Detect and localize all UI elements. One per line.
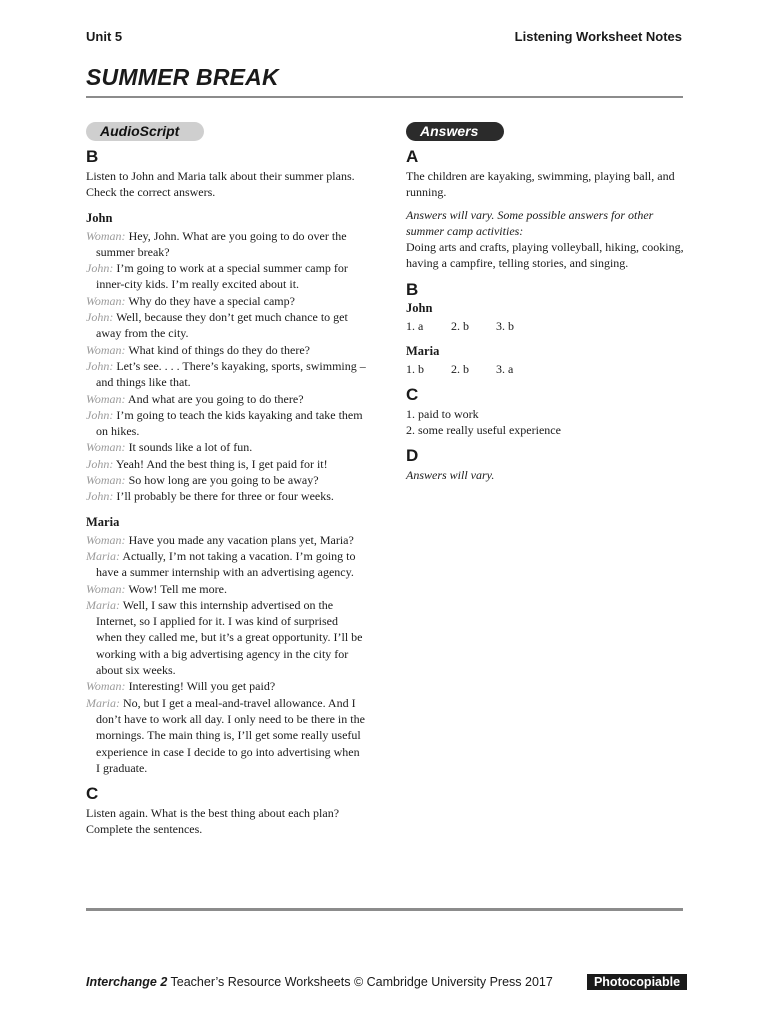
dialogue-text: So how long are you going to be away?: [125, 473, 319, 488]
dialogue-line: [86, 488, 366, 504]
answer-b-letter: B: [406, 279, 419, 299]
answer-a-letter: A: [406, 147, 419, 166]
dialogue-line: [86, 407, 366, 440]
dialogue-line: [86, 695, 366, 776]
footer-text: Teacher’s Resource Worksheets © Cambridge University Press 2017: [167, 975, 553, 989]
dialogue-line: [86, 293, 366, 309]
section-b-instructions: Listen to John and Maria talk about their summer plans. Check the correct answers.: [86, 169, 355, 200]
answer-a-text: The children are kayaking, swimming, playing ball, and running.: [406, 169, 675, 200]
dialogue-text: Well, I saw this internship advertised on the Internet, so I applied for it. I was kind of surprised when they called me, but it’s a great opportunity. I’ll be working with a big advertising agency in the city for about six weeks.: [96, 597, 363, 678]
dialogue-text: Have you made any vacation plans yet, Maria?: [125, 532, 354, 547]
answer-b-maria-3: 3. a: [496, 361, 514, 376]
footer-credit: [86, 975, 553, 989]
answer-c-letter: C: [406, 384, 419, 404]
dialogue-text: What kind of things do they do there?: [125, 342, 310, 357]
dialogue-line: [86, 439, 366, 455]
answer-b-maria-row: [406, 361, 686, 377]
dialogue-text: Well, because they don’t get much chance to get away from the city.: [96, 310, 348, 341]
footer-brand: Interchange 2: [86, 975, 168, 989]
dialogue-text: I’m going to work at a special summer camp for inner-city kids. I’m really excited about it.: [96, 261, 348, 292]
answer-b-maria-1: 1. b: [406, 361, 424, 376]
speaker-label: Woman:: [86, 532, 126, 547]
dialogue-text: It sounds like a lot of fun.: [125, 440, 253, 455]
speaker-label: Woman:: [86, 473, 126, 488]
section-c-instructions: Listen again. What is the best thing about each plan? Complete the sentences.: [86, 806, 340, 837]
dialogue-text: Wow! Tell me more.: [125, 581, 227, 596]
answer-b-maria-heading: Maria: [406, 343, 440, 358]
bottom-rule: [86, 908, 683, 911]
dialogue-line: [86, 678, 366, 694]
speaker-label: Woman:: [86, 228, 126, 243]
section-c-letter: C: [86, 784, 99, 804]
speaker-label: John:: [86, 407, 114, 422]
dialogue-text: And what are you going to do there?: [125, 391, 304, 406]
speaker-label: Maria:: [86, 548, 120, 563]
dialogue-line: [86, 260, 366, 293]
dialogue-text: Hey, John. What are you going to do over the summer break?: [96, 228, 347, 259]
dialogue-text: Let’s see. . . . There’s kayaking, sports, swimming – and things like that.: [96, 358, 366, 390]
answer-c-item-1: 1. paid to work: [406, 406, 479, 421]
section-b-letter: B: [86, 147, 99, 166]
answer-c-item-2: 2. some really useful experience: [406, 423, 561, 438]
top-rule: [86, 96, 683, 98]
speaker-label: Woman:: [86, 581, 126, 596]
speaker-label: Woman:: [86, 391, 126, 406]
speaker-label: John:: [86, 261, 114, 276]
speaker-label: Woman:: [86, 293, 126, 308]
audioscript-column: [86, 122, 366, 838]
photocopiable-badge: Photocopiable: [587, 974, 687, 990]
dialogue-text: I’ll probably be there for three or four weeks.: [113, 489, 334, 504]
dialogue-text: No, but I get a meal-and-travel allowance. And I don’t have to work all day. I only need to be there in the mornings. The main thing is, I’ll get some really useful experience in case I decide to go into advertising when I graduate.: [96, 695, 365, 775]
dialogue-text: Actually, I’m not taking a vacation. I’m going to have a summer internship with an advertising agency.: [96, 548, 356, 580]
answer-b-maria-2: 2. b: [451, 361, 469, 376]
answer-a-note: Answers will vary. Some possible answers for other summer camp activities:: [406, 207, 654, 238]
dialogue-text: Why do they have a special camp?: [125, 293, 295, 308]
answer-b-john-1: 1. a: [406, 318, 424, 333]
speaker-label: John:: [86, 489, 114, 504]
dialogue-text: Yeah! And the best thing is, I get paid for it!: [113, 456, 328, 471]
answers-pill: Answers: [406, 122, 504, 141]
speaker-label: John:: [86, 358, 114, 373]
dialogue-line: [86, 456, 366, 472]
speaker-label: Maria:: [86, 695, 120, 710]
answer-b-john-heading: John: [406, 300, 433, 315]
maria-dialogue: [86, 532, 366, 776]
dialogue-line: [86, 309, 366, 342]
dialogue-line: [86, 532, 366, 548]
dialogue-line: [86, 358, 366, 391]
dialogue-line: [86, 342, 366, 358]
answers-column: [406, 122, 686, 484]
speaker-label: John:: [86, 456, 114, 471]
speaker-label: John:: [86, 310, 114, 325]
dialogue-line: [86, 228, 366, 261]
unit-label: Unit 5: [86, 29, 123, 44]
speaker-label: Woman:: [86, 679, 126, 694]
answer-b-john-3: 3. b: [496, 318, 514, 333]
john-dialogue: [86, 228, 366, 505]
maria-heading: Maria: [86, 514, 120, 529]
dialogue-line: [86, 597, 366, 678]
dialogue-line: [86, 391, 366, 407]
speaker-label: Woman:: [86, 342, 126, 357]
page-title: SUMMER BREAK: [86, 64, 279, 90]
answer-d-letter: D: [406, 446, 419, 466]
dialogue-line: [86, 472, 366, 488]
speaker-label: Maria:: [86, 597, 120, 612]
answer-d-text: Answers will vary.: [406, 468, 495, 483]
john-heading: John: [86, 210, 113, 225]
speaker-label: Woman:: [86, 440, 126, 455]
dialogue-text: Interesting! Will you get paid?: [125, 679, 276, 694]
audioscript-pill: AudioScript: [86, 122, 204, 141]
dialogue-line: [86, 581, 366, 597]
answer-b-john-row: [406, 318, 686, 334]
dialogue-line: [86, 548, 366, 581]
worksheet-notes-label: Listening Worksheet Notes: [514, 29, 682, 44]
answer-b-john-2: 2. b: [451, 318, 469, 333]
dialogue-text: I’m going to teach the kids kayaking and take them on hikes.: [96, 407, 363, 439]
answer-a-activities: Doing arts and crafts, playing volleyball, hiking, cooking, having a campfire, telling stories, and singing.: [406, 240, 684, 271]
